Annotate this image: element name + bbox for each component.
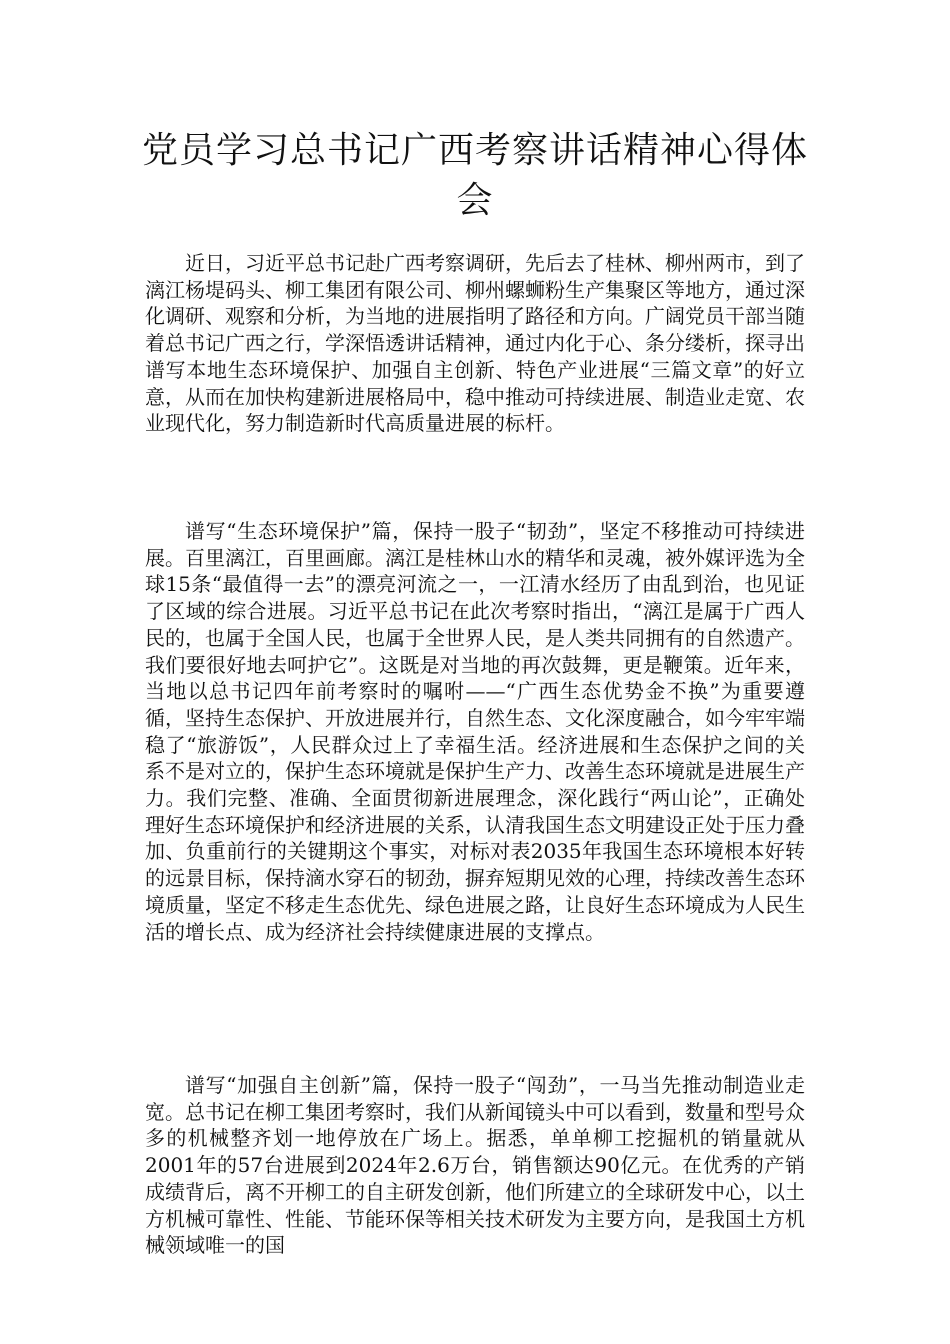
document-title: 党员学习总书记广西考察讲话精神心得体会 [141,130,808,221]
paragraph-innovation: 谱写“加强自主创新”篇，保持一股子“闯劲”，一马当先推动制造业走宽。总书记在柳工集团考察时，我们从新闻镜头中可以看到，数量和型号众多的机械整齐划一地停放在广场上。据悉，单单柳工挖掘机的销量就从2001年的57台进展到2024年2.6万台，销售额达90亿元。在优秀的产销成绩背后，离不开柳工的自主研发创新，他们所建立的全球研发中心，以土方机械可靠性、性能、节能环保等相关技术研发为主要方向，是我国土方机械领域唯一的国 [145,1073,805,1258]
paragraph-ecology: 谱写“生态环境保护”篇，保持一股子“韧劲”，坚定不移推动可持续进展。百里漓江，百里画廊。漓江是桂林山水的精华和灵魂，被外媒评选为全球15条“最值得一去”的漂亮河流之一，一江清水经历了由乱到治，也见证了区域的综合进展。习近平总书记在此次考察时指出，“漓江是属于广西人民的，也属于全国人民，也属于全世界人民，是人类共同拥有的自然遗产。我们要很好地去呵护它”。这既是对当地的再次鼓舞，更是鞭策。近年来，当地以总书记四年前考察时的嘱咐——“广西生态优势金不换”为重要遵循，坚持生态保护、开放进展并行，自然生态、文化深度融合，如今牢牢端稳了“旅游饭”，人民群众过上了幸福生活。经济进展和生态保护之间的关系不是对立的，保护生态环境就是保护生产力、改善生态环境就是进展生产力。我们完整、准确、全面贯彻新进展理念，深化践行“两山论”，正确处理好生态环境保护和经济进展的关系，认清我国生态文明建设正处于压力叠加、负重前行的关键期这个事实，对标对表2035年我国生态环境根本好转的远景目标，保持滴水穿石的韧劲，摒弃短期见效的心理，持续改善生态环境质量，坚定不移走生态优先、绿色进展之路，让良好生态环境成为人民生活的增长点、成为经济社会持续健康进展的支撑点。 [145,519,805,944]
paragraph-intro: 近日，习近平总书记赴广西考察调研，先后去了桂林、柳州两市，到了漓江杨堤码头、柳工集团有限公司、柳州螺蛳粉生产集聚区等地方，通过深化调研、观察和分析，为当地的进展指明了路径和方向。广阔党员干部当随着总书记广西之行，学深悟透讲话精神，通过内化于心、条分缕析，探寻出谱写本地生态环境保护、加强自主创新、特色产业进展“三篇文章”的好立意，从而在加快构建新进展格局中，稳中推动可持续进展、制造业走宽、农业现代化，努力制造新时代高质量进展的标杆。 [145,251,805,436]
